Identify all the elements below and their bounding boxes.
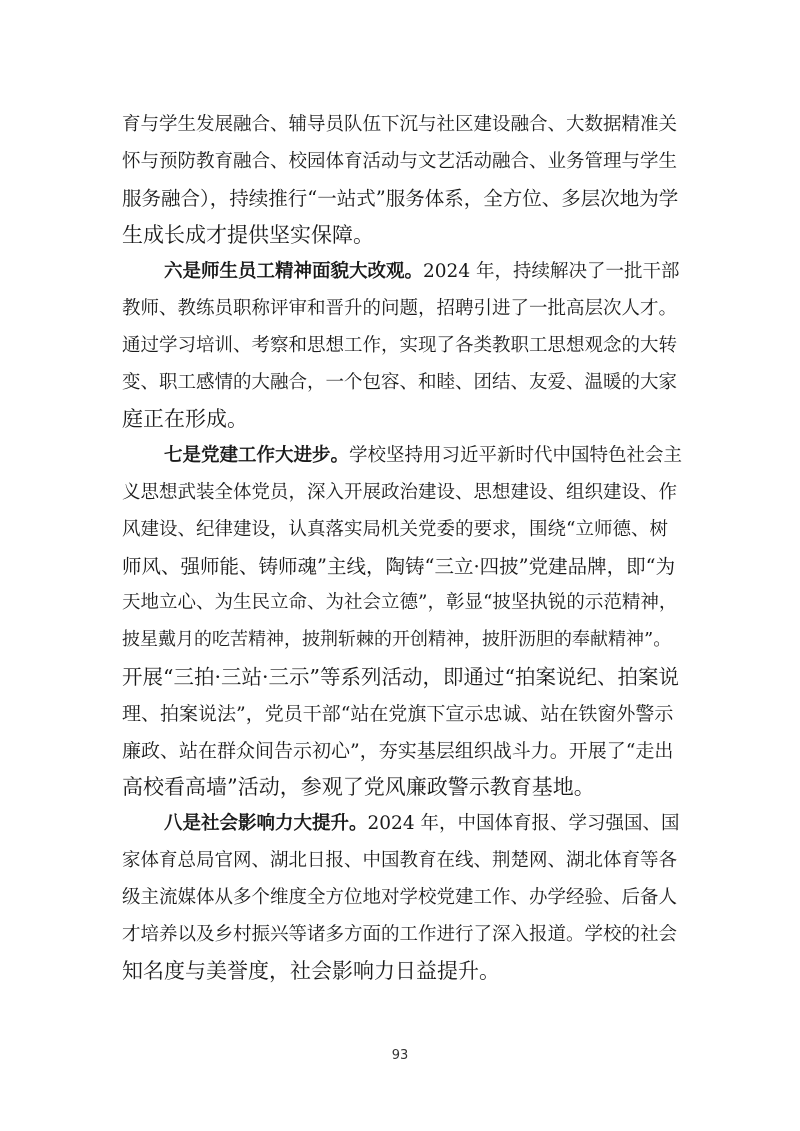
text-run: 2024 年，中国体育报、学习强国、国 [367,813,680,835]
body-text [122,107,682,990]
paragraph-heading: 八是社会影响力大提升。 [164,813,368,835]
text-line: 育与学生发展融合、辅导员队伍下沉与社区建设融合、大数据精准关 [122,114,678,135]
text-line: 家体育总局官网、湖北日报、中国教育在线、荆楚网、湖北体育等各 [122,849,678,871]
text-line: 廉政、站在群众间告示初心”，夯实基层组织战斗力。开展了“走出 [122,739,674,762]
text-line [122,438,682,475]
text-line: 级主流媒体从多个维度全方位地对学校党建工作、办学经验、后备人 [122,886,678,908]
text-line: 理、拍案说法”，党员干部“站在党旗下宣示忠诚、站在铁窗外警示 [122,702,674,725]
text-line: 师风、强师能、铸师魂”主线，陶铸“三立·四披”党建品牌，即“为 [122,554,676,578]
text-line: 风建设、纪律建设，认真落实局机关党委的要求，围绕“立师德、树 [122,518,668,540]
text-line [122,254,682,291]
text-run: 2024 年，持续解决了一批干部 [423,261,680,283]
text-line [122,806,682,843]
text-line: 怀与预防教育融合、校园体育活动与文艺活动融合、业务管理与学生 [122,150,678,172]
text-line: 披星戴月的吃苦精神，披荆斩棘的开创精神，披肝沥胆的奉献精神”。 [122,629,672,651]
text-line: 天地立心、为生民立命、为社会立德”，彰显“披坚执锐的示范精神， [122,592,678,614]
text-line: 高校看高墙”活动，参观了党风廉政警示教育基地。 [122,775,595,800]
paragraph-heading: 七是党建工作大进步。 [164,445,350,467]
text-line: 才培养以及乡村振兴等诸多方面的工作进行了深入报道。学校的社会 [122,923,678,945]
text-line: 生成长成才提供坚实保障。 [122,223,374,248]
text-run: 学校坚持用习近平新时代中国特色社会主 [349,445,682,467]
text-line: 通过学习培训、考察和思想工作，实现了各类教职工思想观念的大转 [122,334,678,356]
paragraph-heading: 六是师生员工精神面貌大改观。 [164,261,424,283]
text-line: 庭正在形成。 [122,407,248,432]
text-line: 服务融合），持续推行“一站式”服务体系，全方位、多层次地为学 [122,186,679,210]
text-line: 教师、教练员职称评审和晋升的问题，招聘引进了一批高层次人才。 [122,297,678,319]
page-number: 93 [391,1048,409,1063]
text-line: 义思想武装全体党员，深入开展政治建设、思想建设、组织建设、作 [122,481,678,503]
text-line: 变、职工感情的大融合，一个包容、和睦、团结、友爱、温暖的大家 [122,371,678,393]
text-line: 知名度与美誉度，社会影响力日益提升。 [122,959,500,984]
text-line: 开展“三拍·三站·三示”等系列活动，即通过“拍案说纪、拍案说 [122,664,679,689]
